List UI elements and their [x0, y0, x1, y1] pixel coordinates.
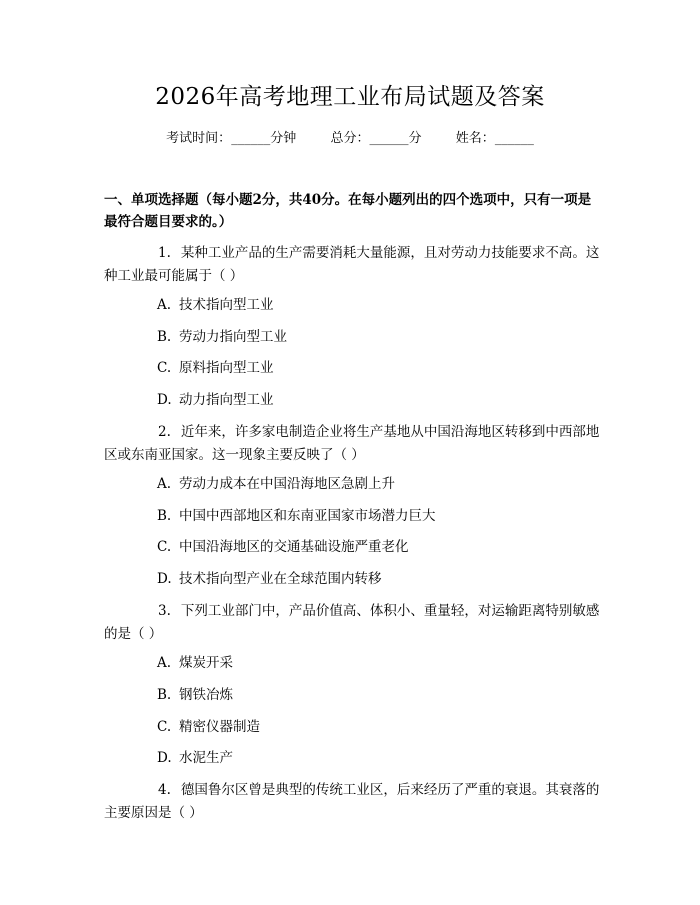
- question-4: [104, 779, 601, 825]
- question-1-option-d: [157, 389, 597, 411]
- question-number: 1.: [158, 245, 171, 261]
- option-text: 水泥生产: [179, 750, 233, 766]
- question-2-option-b: [157, 505, 597, 527]
- name-blank: ______: [494, 131, 534, 146]
- question-number: 4.: [158, 782, 171, 798]
- option-text: 技术指向型产业在全球范围内转移: [179, 571, 382, 587]
- question-3-option-c: [157, 716, 597, 738]
- question-number: 3.: [158, 603, 171, 619]
- question-1-option-b: [157, 326, 597, 348]
- page-title: 2026年高考地理工业布局试题及答案: [155, 84, 545, 110]
- option-letter: A.: [157, 655, 172, 671]
- option-letter: B.: [157, 687, 172, 703]
- question-3-option-d: [157, 747, 597, 769]
- question-text: 某种工业产品的生产需要消耗大量能源，且对劳动力技能要求不高。这种工业最可能属于（ ）: [104, 245, 600, 284]
- time-blank: ______: [231, 131, 271, 146]
- option-letter: D.: [157, 392, 172, 408]
- question-2: [104, 421, 601, 467]
- option-text: 劳动力成本在中国沿海地区急剧上升: [179, 476, 395, 492]
- question-2-option-a: [157, 473, 597, 495]
- question-1-option-c: [157, 357, 597, 379]
- question-3-option-a: [157, 652, 597, 674]
- section-heading: 一、单项选择题（每小题2分，共40分。在每小题列出的四个选项中，只有一项是最符合题目要求的。）: [104, 192, 592, 230]
- option-letter: D.: [157, 750, 172, 766]
- score-blank: ______: [369, 131, 409, 146]
- question-text: 德国鲁尔区曾是典型的传统工业区，后来经历了严重的衰退。其衰落的主要原因是（ ）: [104, 782, 600, 821]
- score-unit: 分: [408, 131, 422, 146]
- score-label: 总分：: [330, 131, 370, 146]
- option-letter: B.: [157, 508, 172, 524]
- question-2-option-c: [157, 536, 597, 558]
- question-3-option-b: [157, 684, 597, 706]
- option-text: 精密仪器制造: [179, 719, 260, 735]
- option-text: 中国沿海地区的交通基础设施严重老化: [179, 539, 409, 555]
- option-text: 钢铁冶炼: [179, 687, 233, 703]
- option-text: 煤炭开采: [179, 655, 233, 671]
- option-letter: C.: [157, 539, 172, 555]
- option-letter: C.: [157, 360, 172, 376]
- exam-info-line: [0, 129, 700, 149]
- option-letter: A.: [157, 476, 172, 492]
- question-3: [104, 600, 601, 646]
- question-number: 2.: [158, 424, 171, 440]
- time-label: 考试时间：: [166, 131, 232, 146]
- question-text: 近年来，许多家电制造企业将生产基地从中国沿海地区转移到中西部地区或东南亚国家。这一现象主要反映了（ ）: [104, 424, 600, 463]
- time-unit: 分钟: [270, 131, 297, 146]
- option-text: 中国中西部地区和东南亚国家市场潜力巨大: [179, 508, 436, 524]
- option-text: 技术指向型工业: [179, 297, 274, 313]
- option-letter: B.: [157, 329, 172, 345]
- question-2-option-d: [157, 568, 597, 590]
- question-1-option-a: [157, 294, 597, 316]
- option-text: 动力指向型工业: [179, 392, 274, 408]
- name-label: 姓名：: [455, 131, 495, 146]
- option-text: 劳动力指向型工业: [179, 329, 287, 345]
- question-1: [104, 242, 601, 288]
- option-text: 原料指向型工业: [179, 360, 274, 376]
- option-letter: A.: [157, 297, 172, 313]
- question-text: 下列工业部门中，产品价值高、体积小、重量轻，对运输距离特别敏感的是（ ）: [104, 603, 600, 642]
- option-letter: C.: [157, 719, 172, 735]
- option-letter: D.: [157, 571, 172, 587]
